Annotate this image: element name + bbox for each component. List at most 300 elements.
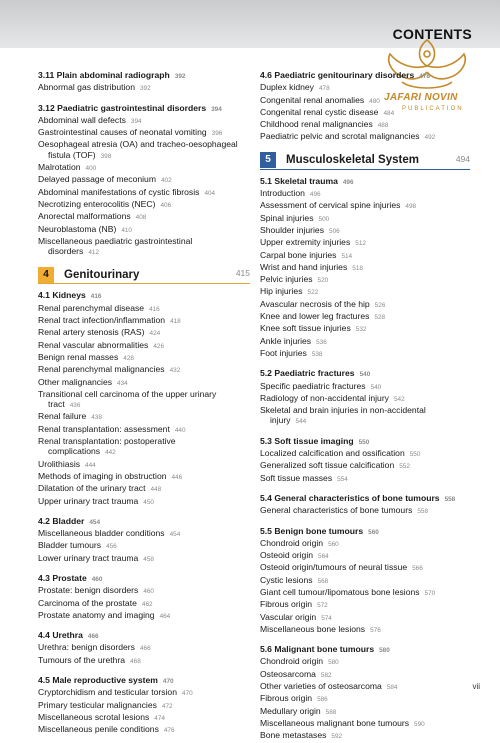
entry-page: 442 bbox=[105, 449, 116, 457]
entry-label: Introduction bbox=[260, 188, 305, 199]
entry-label: Cryptorchidism and testicular torsion bbox=[38, 687, 177, 698]
entry-page: 506 bbox=[329, 227, 340, 235]
entry-page: 566 bbox=[412, 565, 423, 573]
entry-label: Vascular origin bbox=[260, 611, 317, 622]
entry-label: Cystic lesions bbox=[260, 574, 313, 585]
entry-label: Duplex kidney bbox=[260, 82, 314, 93]
toc-entry bbox=[38, 377, 250, 389]
toc-entry bbox=[260, 656, 470, 668]
entry-label: Lower urinary tract trauma bbox=[38, 552, 139, 563]
entry-label: 4.6 Paediatric genitourinary disorders bbox=[260, 70, 415, 80]
entry-label: Avascular necrosis of the hip bbox=[260, 298, 370, 309]
entry-page: 514 bbox=[341, 252, 353, 260]
toc-entry bbox=[38, 496, 250, 508]
entry-page: 528 bbox=[374, 314, 386, 322]
entry-label: Necrotizing enterocolitis (NEC) bbox=[38, 198, 156, 209]
entry-label: Benign renal masses bbox=[38, 351, 119, 362]
entry-label: Miscellaneous malignant bone tumours bbox=[260, 717, 410, 728]
toc-entry bbox=[38, 211, 250, 223]
entry-page: 558 bbox=[444, 495, 456, 503]
entry-label: Chondroid origin bbox=[260, 537, 324, 548]
toc-entry bbox=[260, 415, 470, 427]
toc-entry bbox=[260, 405, 470, 415]
entry-page: 406 bbox=[160, 201, 172, 209]
toc-entry bbox=[260, 393, 470, 405]
toc-entry bbox=[260, 213, 470, 225]
entry-page: 512 bbox=[355, 240, 366, 248]
toc-entry bbox=[260, 131, 470, 143]
entry-label: 4.4 Urethra bbox=[38, 630, 83, 641]
entry-page: 396 bbox=[211, 130, 223, 138]
entry-label: Other malignancies bbox=[38, 376, 113, 387]
entry-page: 416 bbox=[90, 293, 102, 301]
entry-page: 456 bbox=[106, 543, 117, 551]
toc-entry bbox=[260, 473, 470, 485]
toc-entry bbox=[260, 323, 470, 335]
toc-entry bbox=[260, 274, 470, 286]
entry-label: Paediatric pelvic and scrotal malignancies bbox=[260, 131, 420, 142]
entry-page: 542 bbox=[393, 395, 405, 403]
entry-label: Miscellaneous paediatric gastrointestinal bbox=[38, 235, 193, 246]
toc-entry bbox=[260, 669, 470, 681]
entry-page: 462 bbox=[141, 600, 153, 608]
entry-label: Medullary origin bbox=[260, 705, 321, 716]
entry-page: 400 bbox=[85, 165, 97, 173]
entry-page: 434 bbox=[117, 379, 128, 387]
toc-entry bbox=[38, 598, 250, 610]
toc-entry bbox=[38, 700, 250, 712]
toc-entry bbox=[260, 624, 470, 636]
entry-label: Prostate anatomy and imaging bbox=[38, 609, 155, 620]
entry-page: 518 bbox=[352, 264, 363, 272]
entry-label: Osteoid origin bbox=[260, 550, 314, 561]
toc-entry bbox=[38, 246, 250, 258]
entry-label: Assessment of cervical spine injuries bbox=[260, 200, 401, 211]
entry-page: 466 bbox=[139, 645, 151, 653]
section-heading bbox=[260, 526, 470, 538]
entry-page: 392 bbox=[139, 85, 151, 93]
toc-entry bbox=[260, 448, 470, 460]
entry-label: Congenital renal anomalies bbox=[260, 94, 365, 105]
toc-entry bbox=[38, 150, 250, 162]
entry-page: 520 bbox=[317, 277, 329, 285]
entry-page: 466 bbox=[87, 633, 99, 641]
toc-entry bbox=[260, 505, 470, 517]
entry-page: 440 bbox=[174, 426, 186, 434]
entry-label: Prostate: benign disorders bbox=[38, 585, 139, 596]
entry-page: 460 bbox=[143, 588, 154, 596]
toc-entry bbox=[260, 730, 470, 742]
entry-label: Urolithiasis bbox=[38, 458, 81, 469]
toc-entry bbox=[38, 446, 250, 458]
entry-label: Generalized soft tissue calcification bbox=[260, 460, 395, 471]
entry-label: Childhood renal malignancies bbox=[260, 119, 373, 130]
entry-label: Bladder tumours bbox=[38, 540, 102, 551]
entry-label: 4.3 Prostate bbox=[38, 572, 87, 583]
entry-page: 480 bbox=[369, 97, 380, 105]
entry-page: 460 bbox=[91, 575, 103, 583]
toc-entry bbox=[38, 127, 250, 139]
entry-label: fistula (TOF) bbox=[48, 149, 96, 160]
entry-page: 582 bbox=[320, 671, 332, 679]
toc-entry bbox=[38, 436, 250, 446]
entry-label: 5.5 Benign bone tumours bbox=[260, 525, 364, 536]
entry-label: Ankle injuries bbox=[260, 335, 312, 346]
entry-label: Anorectal malformations bbox=[38, 211, 131, 222]
entry-page: 402 bbox=[161, 177, 172, 185]
toc-entry bbox=[260, 612, 470, 624]
entry-page: 552 bbox=[399, 463, 410, 471]
entry-label: Renal vascular abnormalities bbox=[38, 339, 149, 350]
entry-label: Primary testicular malignancies bbox=[38, 699, 157, 710]
toc-entry bbox=[38, 352, 250, 364]
toc-entry bbox=[260, 119, 470, 131]
entry-page: 544 bbox=[295, 418, 307, 426]
toc-entry bbox=[260, 562, 470, 574]
entry-page: 540 bbox=[370, 383, 382, 391]
page-title: CONTENTS bbox=[392, 26, 472, 42]
entry-label: Urethra: benign disorders bbox=[38, 642, 135, 653]
entry-page: 472 bbox=[161, 702, 173, 710]
chapter-title: Genitourinary bbox=[64, 268, 140, 281]
chapter-heading bbox=[38, 266, 250, 284]
entry-label: Shoulder injuries bbox=[260, 224, 325, 235]
toc-entry bbox=[38, 585, 250, 597]
watermark-sub: PUBLICATION bbox=[402, 106, 464, 112]
entry-page: 464 bbox=[159, 612, 171, 620]
entry-page: 492 bbox=[424, 134, 436, 142]
entry-page: 498 bbox=[405, 203, 417, 211]
entry-page: 554 bbox=[337, 475, 348, 483]
entry-label: Foot injuries bbox=[260, 347, 307, 358]
entry-page: 394 bbox=[211, 105, 222, 113]
entry-label: Knee soft tissue injuries bbox=[260, 323, 351, 334]
entry-label: Abnormal gas distribution bbox=[38, 82, 135, 93]
toc-entry bbox=[38, 459, 250, 471]
toc-entry bbox=[260, 225, 470, 237]
chapter-title: Musculoskeletal System bbox=[286, 154, 419, 167]
entry-page: 564 bbox=[318, 553, 329, 561]
toc-entry bbox=[260, 681, 470, 693]
entry-label: Renal parenchymal malignancies bbox=[38, 364, 165, 375]
entry-page: 586 bbox=[317, 696, 328, 704]
entry-label: Bone metastases bbox=[260, 730, 327, 741]
entry-page: 392 bbox=[174, 73, 186, 80]
chapter-heading bbox=[260, 152, 470, 170]
contents-left-column bbox=[38, 70, 250, 737]
entry-page: 496 bbox=[309, 191, 321, 199]
entry-label: Miscellaneous bone lesions bbox=[260, 623, 366, 634]
entry-label: 4.1 Kidneys bbox=[38, 290, 86, 301]
entry-page: 454 bbox=[169, 531, 181, 539]
entry-label: tract bbox=[48, 399, 65, 410]
entry-label: Tumours of the urethra bbox=[38, 654, 126, 665]
entry-page: 484 bbox=[383, 109, 395, 117]
entry-label: Other varieties of osteosarcoma bbox=[260, 681, 382, 692]
entry-page: 580 bbox=[328, 659, 339, 667]
toc-entry bbox=[38, 224, 250, 236]
entry-page: 478 bbox=[419, 73, 430, 80]
entry-label: complications bbox=[48, 446, 101, 457]
entry-label: Renal artery stenosis (RAS) bbox=[38, 327, 145, 338]
page-number: vii bbox=[472, 682, 480, 691]
entry-label: 3.11 Plain abdominal radiograph bbox=[38, 70, 170, 80]
toc-entry bbox=[260, 550, 470, 562]
entry-page: 558 bbox=[417, 508, 429, 516]
entry-page: 560 bbox=[328, 540, 339, 548]
section-heading bbox=[38, 103, 250, 115]
entry-label: Oesophageal atresia (OA) and tracheo-oesophageal bbox=[38, 139, 238, 150]
toc-entry bbox=[260, 381, 470, 393]
section-heading bbox=[38, 630, 250, 642]
entry-label: Specific paediatric fractures bbox=[260, 380, 366, 391]
entry-label: Chondroid origin bbox=[260, 656, 324, 667]
entry-page: 532 bbox=[355, 326, 367, 334]
entry-label: Gastrointestinal causes of neonatal vomiting bbox=[38, 127, 207, 138]
section-heading bbox=[260, 436, 470, 448]
entry-label: Renal parenchymal disease bbox=[38, 302, 145, 313]
toc-entry bbox=[38, 724, 250, 736]
entry-page: 570 bbox=[424, 589, 436, 597]
entry-label: Methods of imaging in obstruction bbox=[38, 470, 167, 481]
entry-label: Carcinoma of the prostate bbox=[38, 597, 137, 608]
toc-entry bbox=[38, 687, 250, 699]
chapter-number-badge: 5 bbox=[260, 152, 276, 168]
entry-page: 470 bbox=[162, 678, 174, 686]
entry-page: 426 bbox=[153, 342, 165, 350]
toc-entry bbox=[38, 483, 250, 495]
section-heading bbox=[260, 176, 470, 188]
entry-page: 584 bbox=[386, 684, 398, 692]
entry-label: Upper extremity injuries bbox=[260, 237, 351, 248]
toc-entry bbox=[38, 303, 250, 315]
entry-label: Hip injuries bbox=[260, 286, 303, 297]
entry-page: 540 bbox=[359, 371, 371, 379]
watermark-brand: JAFARI NOVIN bbox=[384, 92, 458, 103]
toc-entry bbox=[38, 364, 250, 376]
entry-label: 5.3 Soft tissue imaging bbox=[260, 435, 354, 446]
entry-page: 468 bbox=[130, 657, 141, 665]
entry-page: 428 bbox=[123, 354, 134, 362]
entry-label: 5.2 Paediatric fractures bbox=[260, 368, 355, 379]
entry-label: Congenital renal cystic disease bbox=[260, 106, 379, 117]
entry-label: Fibrous origin bbox=[260, 693, 313, 704]
toc-entry bbox=[38, 389, 250, 399]
entry-label: Knee and lower leg fractures bbox=[260, 311, 370, 322]
toc-entry bbox=[260, 188, 470, 200]
toc-entry bbox=[38, 610, 250, 622]
toc-entry bbox=[260, 706, 470, 718]
entry-page: 470 bbox=[182, 690, 193, 698]
entry-page: 488 bbox=[377, 122, 389, 130]
entry-label: Radiology of non-accidental injury bbox=[260, 392, 389, 403]
entry-label: Carpal bone injuries bbox=[260, 249, 337, 260]
entry-label: Abdominal manifestations of cystic fibrosis bbox=[38, 186, 200, 197]
toc-entry bbox=[38, 327, 250, 339]
entry-label: Dilatation of the urinary tract bbox=[38, 483, 146, 494]
entry-label: Renal tract infection/inflammation bbox=[38, 315, 166, 326]
entry-label: 4.2 Bladder bbox=[38, 515, 85, 526]
entry-page: 446 bbox=[171, 473, 183, 481]
entry-label: disorders bbox=[48, 246, 84, 257]
entry-page: 560 bbox=[368, 528, 379, 536]
toc-entry bbox=[38, 174, 250, 186]
entry-page: 444 bbox=[85, 461, 96, 469]
entry-page: 418 bbox=[170, 318, 181, 326]
entry-label: Renal transplantation: postoperative bbox=[38, 436, 176, 447]
toc-entry bbox=[38, 236, 250, 246]
toc-entry bbox=[260, 82, 470, 94]
entry-page: 526 bbox=[374, 301, 386, 309]
section-heading bbox=[260, 644, 470, 656]
entry-label: Spinal injuries bbox=[260, 212, 314, 223]
entry-page: 412 bbox=[88, 249, 100, 257]
toc-entry bbox=[38, 199, 250, 211]
chapter-page: 415 bbox=[235, 268, 250, 279]
toc-entry bbox=[38, 399, 250, 411]
entry-label: Localized calcification and ossification bbox=[260, 448, 405, 459]
toc-entry bbox=[260, 250, 470, 262]
entry-page: 476 bbox=[163, 727, 175, 735]
toc-entry bbox=[38, 411, 250, 423]
section-heading bbox=[38, 70, 250, 82]
entry-label: Renal transplantation: assessment bbox=[38, 423, 170, 434]
section-heading bbox=[260, 70, 470, 82]
entry-page: 408 bbox=[135, 214, 147, 222]
entry-page: 588 bbox=[325, 708, 337, 716]
entry-page: 580 bbox=[379, 647, 390, 655]
toc-entry bbox=[38, 424, 250, 436]
toc-entry bbox=[38, 139, 250, 149]
toc-entry bbox=[38, 655, 250, 667]
entry-page: 436 bbox=[69, 402, 81, 410]
section-heading bbox=[38, 290, 250, 302]
toc-entry bbox=[38, 162, 250, 174]
entry-label: Soft tissue masses bbox=[260, 472, 333, 483]
toc-entry bbox=[260, 95, 470, 107]
entry-page: 478 bbox=[318, 85, 330, 93]
entry-label: Miscellaneous scrotal lesions bbox=[38, 711, 150, 722]
entry-page: 458 bbox=[143, 555, 154, 563]
toc-entry bbox=[38, 553, 250, 565]
toc-entry bbox=[260, 336, 470, 348]
entry-label: Miscellaneous bladder conditions bbox=[38, 528, 165, 539]
entry-label: 3.12 Paediatric gastrointestinal disorders bbox=[38, 102, 207, 113]
entry-label: Wrist and hand injuries bbox=[260, 261, 348, 272]
toc-entry bbox=[38, 540, 250, 552]
toc-entry bbox=[260, 286, 470, 298]
toc-entry bbox=[260, 311, 470, 323]
entry-label: Malrotation bbox=[38, 162, 81, 173]
entry-label: Osteoid origin/tumours of neural tissue bbox=[260, 562, 408, 573]
toc-entry bbox=[38, 315, 250, 327]
entry-label: General characteristics of bone tumours bbox=[260, 505, 413, 516]
entry-label: Fibrous origin bbox=[260, 599, 313, 610]
entry-label: Abdominal wall defects bbox=[38, 114, 126, 125]
entry-page: 448 bbox=[150, 486, 162, 494]
toc-entry bbox=[260, 460, 470, 472]
entry-page: 550 bbox=[358, 438, 370, 446]
entry-page: 394 bbox=[130, 117, 142, 125]
toc-entry bbox=[38, 471, 250, 483]
entry-page: 550 bbox=[409, 451, 421, 459]
contents-right-column bbox=[260, 70, 470, 743]
entry-page: 592 bbox=[331, 733, 343, 741]
toc-entry bbox=[38, 528, 250, 540]
toc-entry bbox=[38, 187, 250, 199]
toc-entry bbox=[260, 718, 470, 730]
entry-page: 450 bbox=[143, 498, 154, 506]
entry-page: 574 bbox=[321, 614, 332, 622]
section-heading bbox=[260, 368, 470, 380]
entry-page: 398 bbox=[100, 152, 112, 160]
toc-entry bbox=[260, 575, 470, 587]
entry-label: 5.4 General characteristics of bone tumours bbox=[260, 492, 440, 503]
entry-page: 496 bbox=[342, 178, 354, 186]
entry-label: Giant cell tumour/lipomatous bone lesions bbox=[260, 586, 420, 597]
chapter-page: 494 bbox=[455, 153, 470, 164]
toc-entry bbox=[260, 299, 470, 311]
entry-label: Pelvic injuries bbox=[260, 274, 313, 285]
entry-label: Transitional cell carcinoma of the upper urinary bbox=[38, 388, 217, 399]
toc-entry bbox=[38, 642, 250, 654]
toc-entry bbox=[260, 262, 470, 274]
entry-page: 590 bbox=[414, 720, 425, 728]
entry-page: 438 bbox=[91, 414, 102, 422]
entry-label: Renal failure bbox=[38, 411, 87, 422]
toc-entry bbox=[38, 712, 250, 724]
entry-page: 536 bbox=[316, 338, 327, 346]
entry-page: 538 bbox=[311, 350, 323, 358]
entry-page: 410 bbox=[121, 226, 132, 234]
entry-page: 454 bbox=[89, 518, 101, 526]
entry-label: Osteosarcoma bbox=[260, 668, 316, 679]
toc-entry bbox=[260, 538, 470, 550]
entry-page: 474 bbox=[154, 714, 165, 722]
entry-label: injury bbox=[270, 415, 291, 426]
entry-label: Miscellaneous penile conditions bbox=[38, 724, 159, 735]
entry-label: Upper urinary tract trauma bbox=[38, 495, 139, 506]
entry-label: 5.6 Malignant bone tumours bbox=[260, 644, 375, 655]
toc-entry bbox=[38, 340, 250, 352]
entry-label: Neuroblastoma (NB) bbox=[38, 223, 117, 234]
section-heading bbox=[38, 516, 250, 528]
entry-page: 404 bbox=[204, 189, 216, 197]
toc-entry bbox=[260, 237, 470, 249]
entry-page: 424 bbox=[149, 330, 161, 338]
entry-page: 416 bbox=[149, 305, 160, 313]
chapter-number-badge: 4 bbox=[38, 267, 54, 283]
entry-page: 576 bbox=[370, 626, 381, 634]
entry-label: 5.1 Skeletal trauma bbox=[260, 175, 338, 186]
entry-page: 432 bbox=[169, 367, 181, 375]
entry-page: 572 bbox=[317, 602, 328, 610]
section-heading bbox=[260, 493, 470, 505]
entry-label: 4.5 Male reproductive system bbox=[38, 675, 158, 686]
toc-entry bbox=[260, 348, 470, 360]
toc-entry bbox=[260, 200, 470, 212]
toc-entry bbox=[38, 115, 250, 127]
toc-entry bbox=[260, 599, 470, 611]
toc-entry bbox=[260, 107, 470, 119]
entry-label: Delayed passage of meconium bbox=[38, 174, 156, 185]
toc-entry bbox=[38, 82, 250, 94]
toc-entry bbox=[260, 587, 470, 599]
entry-page: 568 bbox=[317, 577, 329, 585]
section-heading bbox=[38, 675, 250, 687]
entry-label: Skeletal and brain injuries in non-accidental bbox=[260, 405, 426, 416]
section-heading bbox=[38, 573, 250, 585]
